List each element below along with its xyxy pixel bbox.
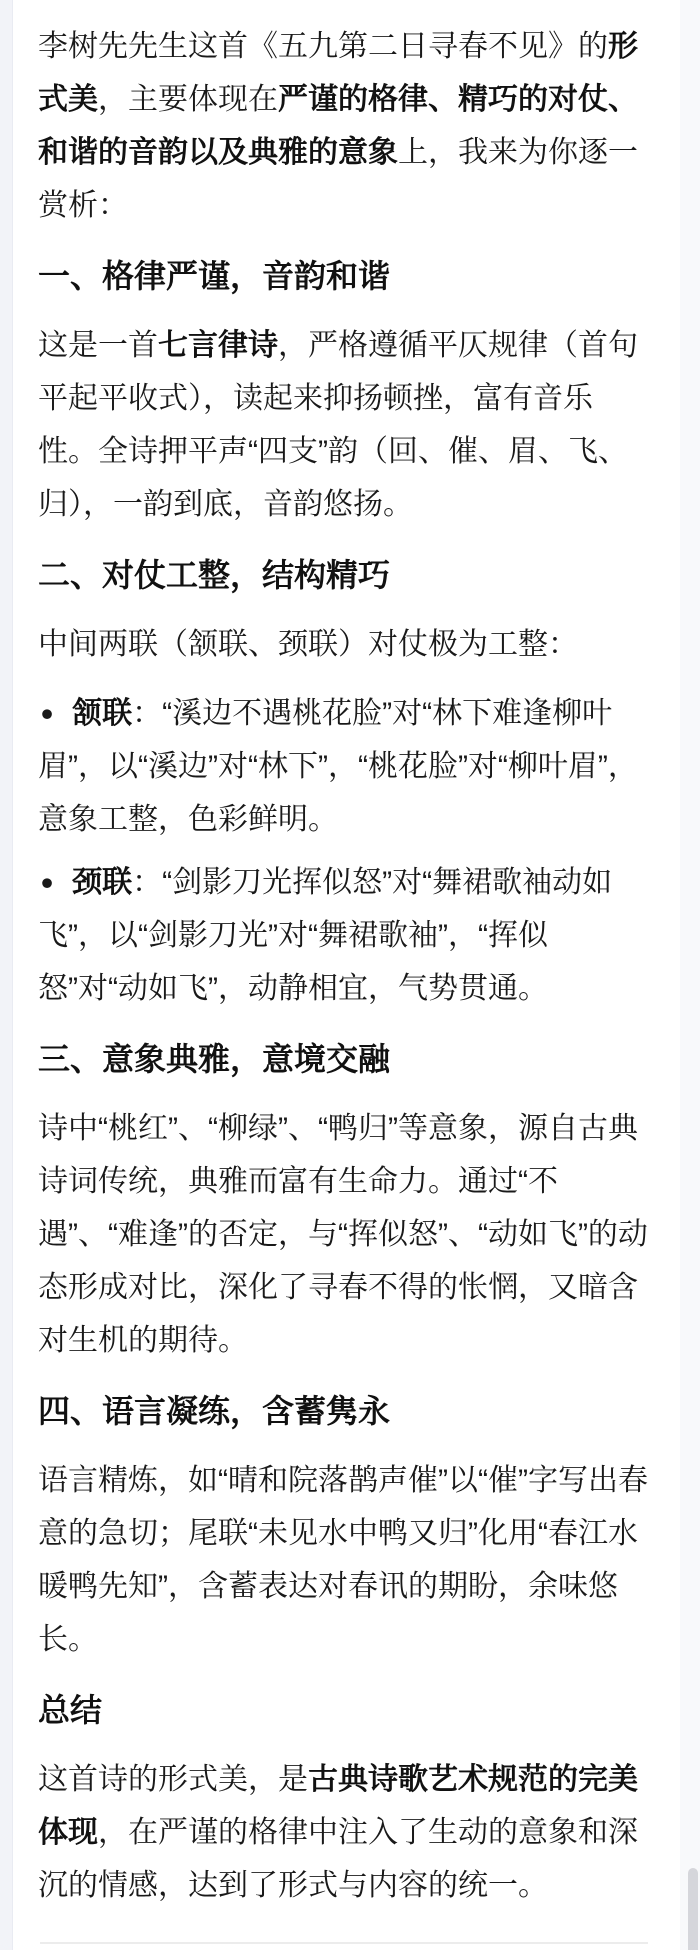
bold-text-run: 颔联 (72, 697, 133, 730)
text-run: ：“剑影刀光挥似怒”对“舞裙歌袖动如飞”，以“剑影刀光”对“舞裙歌袖”，“挥似怒”对“动如飞”，动静相宜，气势贯通。 (38, 866, 613, 1005)
bullet-icon: ● (40, 701, 54, 726)
paragraph (38, 1102, 650, 1367)
text-run: 李树先先生这首《五九第二日寻春不见》的 (38, 30, 608, 63)
bottom-divider (40, 1942, 648, 1944)
paragraph (38, 1454, 650, 1666)
text-run: 语言精炼，如“晴和院落鹊声催”以“催”字写出春意的急切；尾联“未见水中鸭又归”化用“春江水暖鸭先知”，含蓄表达对春讯的期盼，余味悠长。 (38, 1464, 648, 1656)
text-run: ：“溪边不遇桃花脸”对“林下难逢柳叶眉”，以“溪边”对“林下”，“桃花脸”对“柳叶眉”，意象工整，色彩鲜明。 (38, 697, 638, 836)
text-run: 上，我来为你逐一赏析： (38, 136, 638, 222)
paragraph (38, 618, 650, 671)
text-run: 诗中“桃红”、“柳绿”、“鸭归”等意象，源自古典诗词传统，典雅而富有生命力。通过“不遇”、“难逢”的否定，与“挥似怒”、“动如飞”的动态形成对比，深化了寻春不得的怅惘，又暗含对生机的期待。 (38, 1112, 648, 1357)
section-heading: 总结 (38, 1692, 103, 1728)
paragraph (38, 20, 650, 232)
section-heading: 三、意象典雅，意境交融 (38, 1041, 391, 1077)
bold-text-run: 严谨的格律、精巧的对仗、和谐的音韵以及典雅的意象 (38, 83, 638, 169)
page-right-gutter (680, 0, 700, 1950)
section-heading: 二、对仗工整，结构精巧 (38, 557, 391, 593)
paragraph (38, 1753, 650, 1912)
text-run: ，主要体现在 (98, 83, 278, 116)
bullet-item (38, 856, 650, 1015)
bold-text-run: 颈联 (72, 866, 133, 899)
bold-text-run: 形式美 (38, 30, 638, 116)
text-run: ，在严谨的格律中注入了生动的意象和深沉的情感，达到了形式与内容的统一。 (38, 1816, 638, 1902)
text-run: ，严格遵循平仄规律（首句平起平收式），读起来抑扬顿挫，富有音乐性。全诗押平声“四支”韵（回、催、眉、飞、归），一韵到底，音韵悠扬。 (38, 329, 638, 521)
bold-text-run: 古典诗歌艺术规范的完美体现 (38, 1763, 638, 1849)
section-heading: 一、格律严谨，音韵和谐 (38, 258, 391, 294)
text-run: 中间两联（颔联、颈联）对仗极为工整： (38, 628, 578, 661)
bullet-item (38, 687, 650, 846)
text-run: 这是一首 (38, 329, 158, 362)
page-left-gutter (0, 0, 13, 1950)
bold-text-run: 七言律诗 (158, 329, 278, 362)
message-blocks (38, 20, 650, 1912)
message-content (13, 0, 680, 1944)
section-heading: 四、语言凝练，含蓄隽永 (38, 1393, 391, 1429)
text-run: 这首诗的形式美，是 (38, 1763, 308, 1796)
paragraph (38, 319, 650, 531)
scrollbar-thumb[interactable] (688, 1868, 698, 1950)
bullet-icon: ● (40, 870, 54, 895)
